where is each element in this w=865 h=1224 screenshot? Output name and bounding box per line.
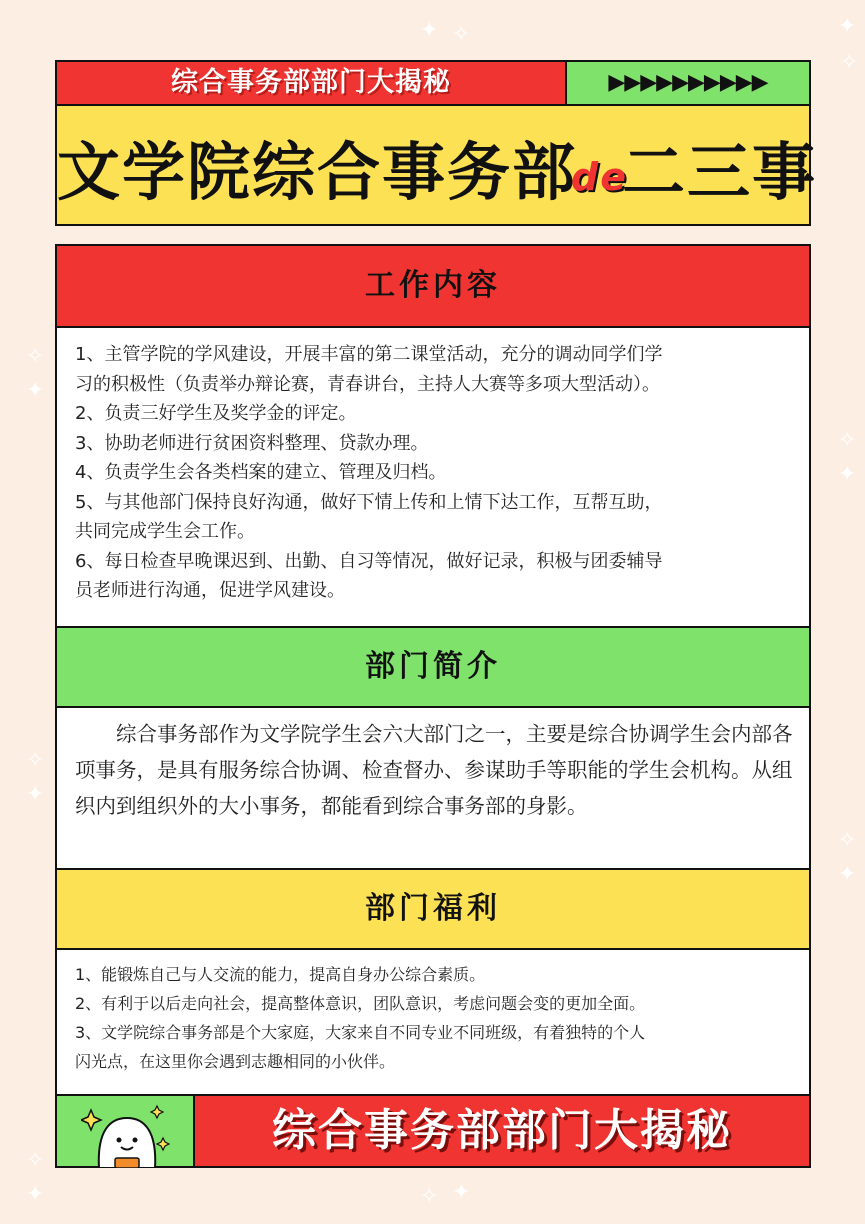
sparkle-icon: ✦ (838, 462, 857, 487)
list-item: 员老师进行沟通，促进学风建设。 (75, 580, 345, 601)
intro-paragraph: 综合事务部作为文学院学生会六大部门之一，主要是综合协调学生会内部各项事务，是具有服务综合协调、检查督办、参谋助手等职能的学生会机构。从组织内到组织外的大小事务，都能看到综合事务部的身影。 (75, 722, 793, 818)
header-tag-bar (55, 60, 567, 106)
list-item: 4、负责学生会各类档案的建立、管理及归档。 (75, 462, 447, 483)
sparkle-icon: ✦ (26, 1182, 45, 1207)
sparkle-icon: ✦ (26, 782, 45, 807)
list-item: 3、协助老师进行贫困资料整理、贷款办理。 (75, 432, 429, 454)
list-item: 2、负责三好学生及奖学金的评定。 (75, 403, 357, 424)
smiley-mascot-icon (81, 1102, 173, 1168)
footer-banner (193, 1094, 811, 1168)
page-title (57, 122, 817, 213)
arrow-right-icon: ▶▶▶▶▶▶▶▶▶▶ (608, 70, 768, 95)
sparkle-icon: ✧ (26, 344, 45, 369)
section-body-intro (55, 706, 811, 870)
list-item: 6、每日检查早晚课迟到、出勤、自习等情况，做好记录，积极与团委辅导 (75, 550, 663, 572)
sparkle-icon: ✦ (452, 1180, 471, 1205)
list-item: 共同完成学生会工作。 (75, 521, 255, 542)
title-banner (55, 104, 817, 226)
list-item: 5、与其他部门保持良好沟通，做好下情上传和上情下达工作，互帮互助， (75, 491, 663, 513)
header-arrow-bar (565, 60, 811, 106)
list-item: 1、能锻炼自己与人交流的能力，提高自身办公综合素质。 (75, 965, 486, 984)
sparkle-icon: ✧ (26, 748, 45, 773)
footer-title: 综合事务部部门大揭秘 (272, 1105, 732, 1156)
title-part2: 二三事 (621, 136, 817, 209)
sparkle-icon: ✦ (420, 18, 439, 43)
sparkle-icon: ✧ (452, 22, 471, 47)
section-heading-welfare: 部门福利 (55, 868, 811, 950)
sparkle-icon: ✧ (420, 1184, 439, 1209)
header-tag: 综合事务部部门大揭秘 (171, 67, 451, 98)
list-item: 闪光点，在这里你会遇到志趣相同的小伙伴。 (75, 1052, 396, 1071)
section-heading-work: 工作内容 (55, 244, 811, 328)
section-body-work (55, 326, 811, 628)
list-item: 1、主管学院的学风建设，开展丰富的第二课堂活动，充分的调动同学们学 (75, 344, 663, 365)
title-part1: 文学院综合事务部 (57, 136, 577, 209)
title-de: de (571, 154, 628, 199)
section-body-welfare (55, 948, 811, 1096)
sparkle-icon: ✧ (26, 1148, 45, 1173)
sparkle-icon: ✦ (838, 14, 857, 39)
sparkle-icon: ✧ (840, 50, 859, 75)
sparkle-icon: ✦ (838, 862, 857, 887)
sparkle-icon: ✧ (838, 428, 857, 453)
list-item: 3、文学院综合事务部是个大家庭，大家来自不同专业不同班级，有着独特的个人 (75, 1023, 646, 1042)
list-item: 习的积极性（负责举办辩论赛，青春讲台，主持人大赛等多项大型活动）。 (75, 373, 660, 395)
sparkle-icon: ✦ (26, 378, 45, 403)
list-item: 2、有利于以后走向社会，提高整体意识，团队意识，考虑问题会变的更加全面。 (75, 994, 646, 1013)
sparkle-icon: ✧ (838, 828, 857, 853)
section-heading-intro: 部门简介 (55, 626, 811, 708)
footer-mascot-box (55, 1094, 195, 1168)
